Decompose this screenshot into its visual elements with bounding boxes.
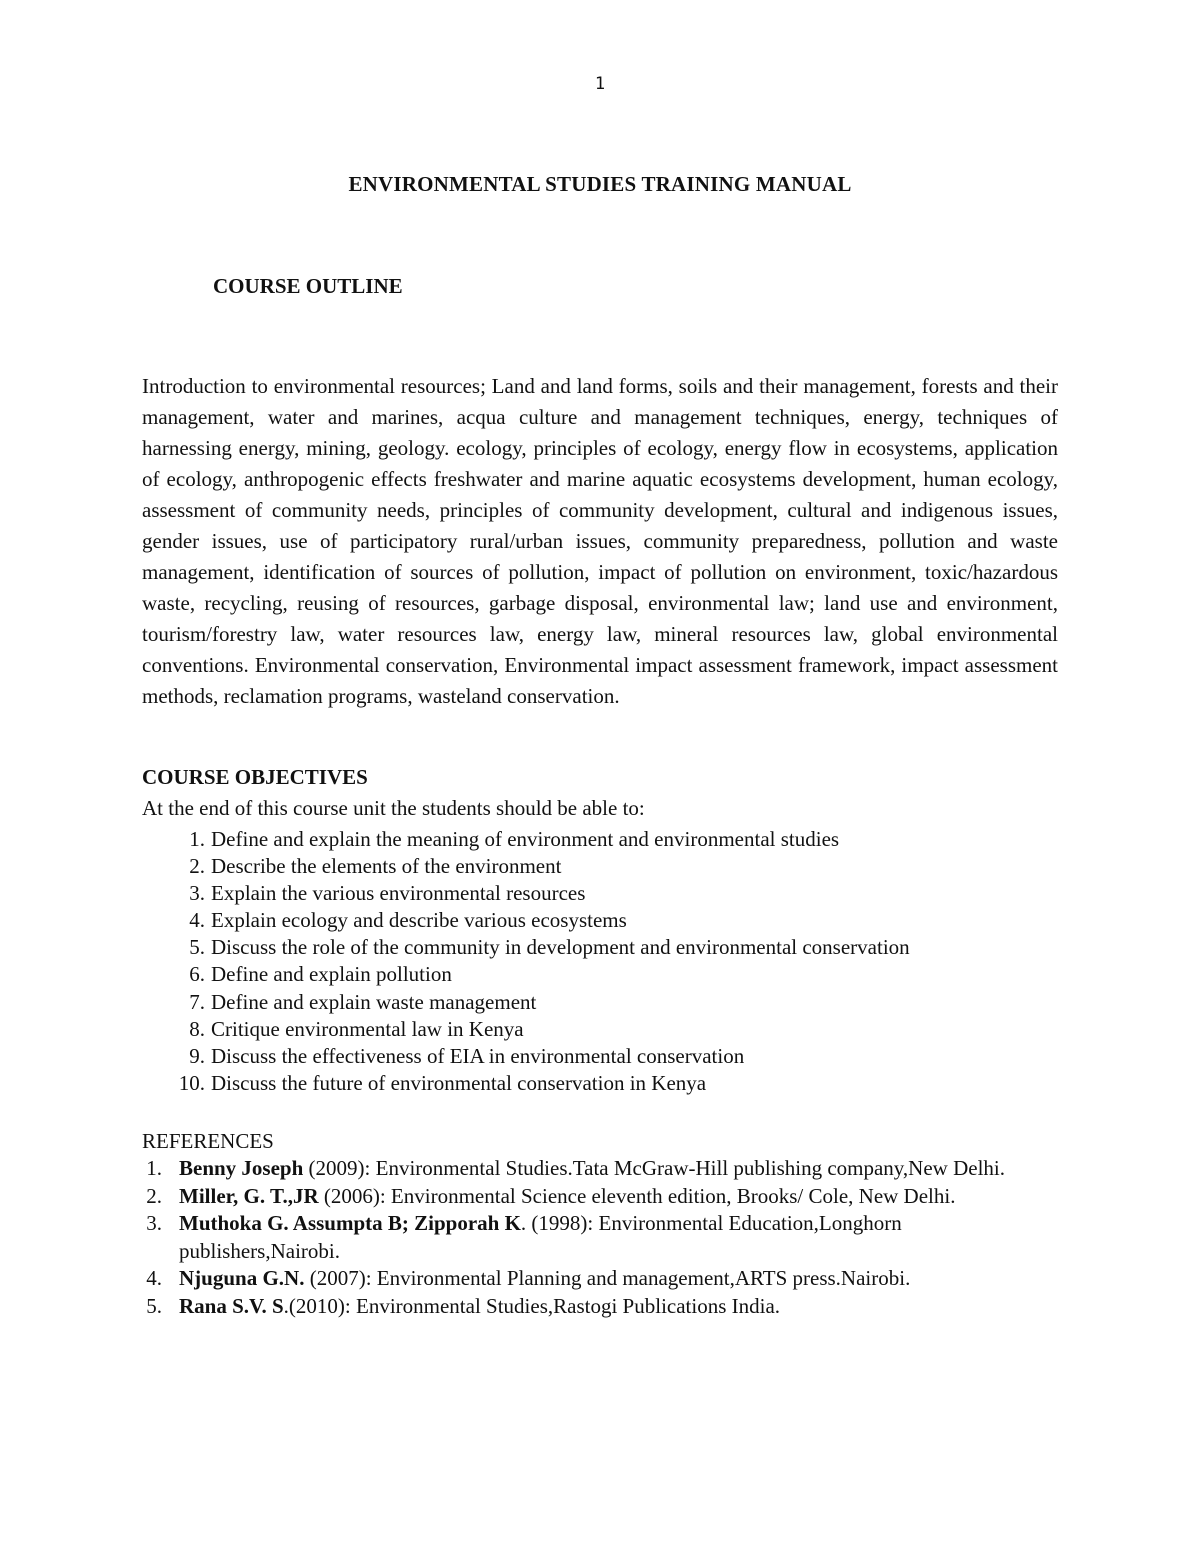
reference-item — [0, 1183, 1060, 1211]
list-item-number: 4. — [189, 908, 205, 933]
page-number: 1 — [594, 74, 606, 94]
list-item — [0, 989, 910, 1016]
reference-item — [0, 1210, 1060, 1265]
references-list — [0, 1155, 1060, 1320]
course-outline-body: Introduction to environmental resources; Land and land forms, soils and their management, forests and their management, water and marines, acqua culture and management techniques, energy, techniques of harnessing energy, mining, geology. ecology, principles of ecology, energy flow in ecosystems, application of ecology, anthropogenic effects freshwater and marine aquatic ecosystems development, human ecology, assessment of community needs, principles of community development, cultural and indigenous issues, gender issues, use of participatory rural/urban issues, community preparedness, pollution and waste management, identification of sources of pollution, impact of pollution on environment, toxic/hazardous waste, recycling, reusing of resources, garbage disposal, environmental law; land use and environment, tourism/forestry law, water resources law, energy law, mineral resources law, global environmental conventions. Environmental conservation, Environmental impact assessment framework, impact assessment methods, reclamation programs, wasteland conservation. — [142, 374, 1058, 708]
list-item-number: 10. — [178, 1070, 205, 1095]
objectives-list — [0, 826, 910, 1097]
reference-details: .(2010): Environmental Studies,Rastogi Publications India. — [283, 1293, 781, 1318]
course-outline-heading: COURSE OUTLINE — [213, 274, 403, 298]
reference-item — [0, 1293, 1060, 1321]
list-item-text: Critique environmental law in Kenya — [211, 1016, 524, 1041]
list-item — [0, 826, 910, 853]
reference-author: Njuguna G.N. — [179, 1266, 305, 1290]
list-item — [0, 880, 910, 907]
reference-item — [0, 1155, 1060, 1183]
list-item-number: 5. — [189, 935, 205, 960]
list-item-text: Explain the various environmental resources — [211, 881, 586, 906]
reference-author: Miller, G. T.,JR — [179, 1183, 319, 1208]
list-item-text: Discuss the role of the community in development and environmental conservation — [211, 935, 910, 960]
reference-number: 3. — [146, 1211, 162, 1235]
list-item — [0, 934, 910, 961]
references-heading: REFERENCES — [142, 1129, 274, 1153]
list-item-number: 1. — [189, 827, 205, 851]
reference-item — [0, 1265, 1060, 1293]
list-item — [0, 907, 910, 934]
list-item-number: 2. — [189, 854, 205, 879]
reference-number: 4. — [146, 1266, 162, 1290]
course-objectives-intro: At the end of this course unit the students should be able to: — [142, 796, 645, 820]
list-item-text: Describe the elements of the environment — [211, 854, 562, 879]
list-item-number: 9. — [189, 1043, 205, 1068]
reference-details: (2006): Environmental Science eleventh edition, Brooks/ Cole, New Delhi. — [318, 1183, 956, 1208]
list-item-text: Define and explain pollution — [211, 962, 452, 987]
list-item-number: 3. — [189, 881, 205, 906]
reference-details: (2009): Environmental Studies.Tata McGraw-Hill publishing company,New Delhi. — [303, 1156, 1005, 1180]
document-title: ENVIRONMENTAL STUDIES TRAINING MANUAL — [348, 172, 852, 196]
list-item — [0, 1070, 910, 1097]
list-item — [0, 1043, 910, 1070]
list-item-number: 6. — [189, 962, 205, 987]
reference-number: 5. — [146, 1293, 162, 1318]
reference-number: 2. — [146, 1183, 162, 1208]
list-item-text: Discuss the effectiveness of EIA in environmental conservation — [211, 1043, 745, 1068]
reference-details: . (1998): Environmental Education,Longhorn publishers,Nairobi. — [179, 1211, 902, 1263]
reference-number: 1. — [146, 1156, 162, 1180]
list-item-text: Define and explain the meaning of environment and environmental studies — [211, 827, 840, 851]
list-item-number: 7. — [189, 989, 205, 1014]
reference-author: Rana S.V. S — [179, 1293, 284, 1318]
list-item — [0, 1016, 910, 1043]
list-item — [0, 961, 910, 988]
list-item-number: 8. — [189, 1016, 205, 1041]
reference-author: Muthoka G. Assumpta B; Zipporah K — [179, 1211, 521, 1235]
reference-author: Benny Joseph — [179, 1156, 304, 1180]
list-item-text: Define and explain waste management — [211, 989, 537, 1014]
list-item — [0, 853, 910, 880]
list-item-text: Discuss the future of environmental conservation in Kenya — [211, 1070, 707, 1095]
reference-details: (2007): Environmental Planning and management,ARTS press.Nairobi. — [304, 1266, 911, 1290]
list-item-text: Explain ecology and describe various ecosystems — [211, 908, 627, 933]
course-objectives-heading: COURSE OBJECTIVES — [142, 765, 368, 789]
